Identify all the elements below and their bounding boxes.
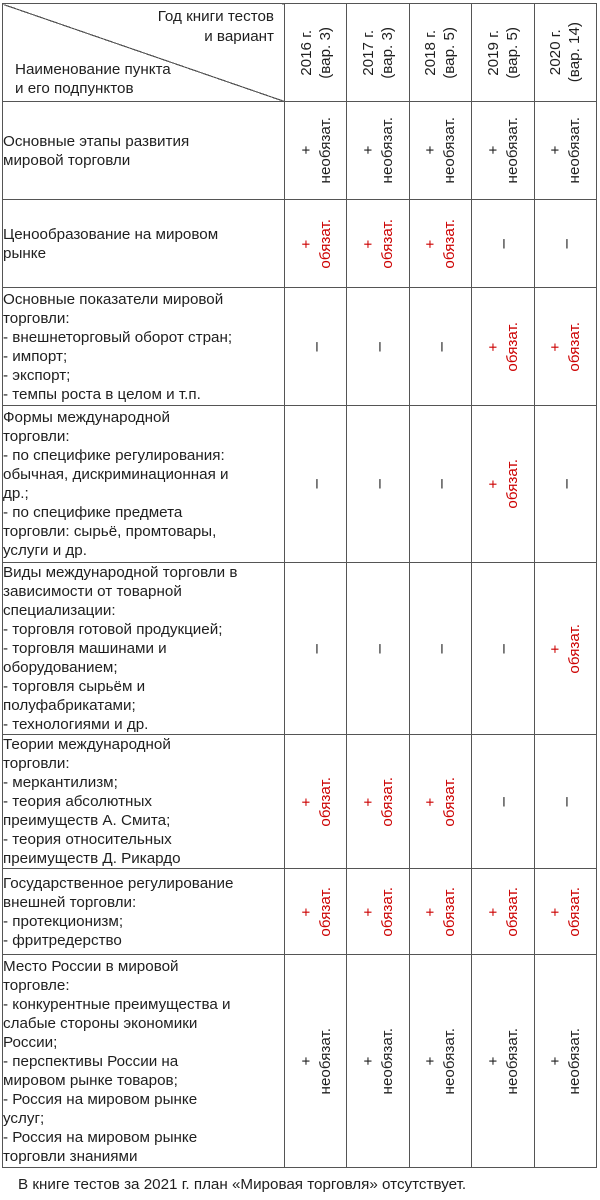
mark-cell (347, 102, 409, 200)
year-header-2017 (347, 4, 409, 102)
mark-cell (409, 102, 471, 200)
mark-cell (285, 288, 347, 406)
mark-cell (472, 955, 534, 1168)
mark-cell (347, 869, 409, 955)
optional-mark: + необязат. (297, 1027, 334, 1095)
not-included-mark (493, 797, 512, 806)
year-variant-label: Год книги тестов и вариант (157, 8, 274, 45)
dash-icon: – (306, 479, 326, 489)
mark-cell (534, 288, 596, 406)
required-mark: + обязат. (360, 776, 397, 827)
not-included-mark (556, 239, 575, 248)
mark-cell (347, 288, 409, 406)
mark-cell (472, 869, 534, 955)
year-label: 2018 г. (422, 29, 440, 76)
not-included-mark (431, 644, 450, 653)
table-row (3, 200, 597, 288)
footnote: В книге тестов за 2021 г. план «Мировая торговля» отсутствует. (18, 1176, 467, 1193)
table-row (3, 563, 597, 735)
year-header-2018 (409, 4, 471, 102)
dash-icon: – (430, 643, 450, 654)
mark-cell (347, 563, 409, 735)
year-header-2016 (285, 4, 347, 102)
optional-mark: + необязат. (422, 1027, 459, 1095)
item-name-cell: Виды международной торговли в зависимости от товарной специализации: - торговля готовой продукцией; - торговля машинами и оборудованием; - торговля сырьём и полуфабрикатами; - технологиями и др. (3, 563, 285, 735)
required-mark: + обязат. (360, 886, 397, 937)
mark-cell (285, 735, 347, 869)
optional-mark: + необязат. (422, 117, 459, 184)
optional-mark: + необязат. (484, 117, 521, 184)
required-mark: + обязат. (297, 218, 334, 269)
required-mark: + обязат. (297, 776, 334, 827)
mark-cell (534, 563, 596, 735)
mark-cell (472, 102, 534, 200)
year-label: 2019 г. (484, 29, 502, 76)
not-included-mark (431, 479, 450, 488)
item-name-cell: Ценообразование на мировом рынке (3, 200, 285, 288)
variant-label: (вар. 5) (503, 26, 521, 79)
dash-icon: – (555, 238, 575, 249)
diagonal-header-cell (3, 4, 285, 102)
optional-mark: + необязат. (484, 1027, 521, 1095)
mark-cell (347, 406, 409, 563)
mark-cell (534, 955, 596, 1168)
required-mark: + обязат. (547, 321, 584, 372)
mark-cell (409, 869, 471, 955)
year-header-2019 (472, 4, 534, 102)
required-mark: + обязат. (422, 886, 459, 937)
mark-cell (285, 102, 347, 200)
not-included-mark (556, 797, 575, 806)
item-name-cell: Основные показатели мировой торговли: - внешнеторговый оборот стран; - импорт; - экспорт; - темпы роста в целом и т.п. (3, 288, 285, 406)
mark-cell (472, 563, 534, 735)
mark-cell (534, 200, 596, 288)
required-mark: + обязат. (484, 459, 521, 509)
year-label: 2017 г. (360, 29, 378, 76)
table-row (3, 955, 597, 1168)
mark-cell (409, 406, 471, 563)
mark-cell (285, 200, 347, 288)
mark-cell (347, 955, 409, 1168)
dash-icon: – (493, 238, 513, 249)
dash-icon: – (493, 796, 513, 807)
dash-icon: – (555, 479, 575, 489)
required-mark: + обязат. (484, 886, 521, 937)
not-included-mark (493, 239, 512, 248)
not-included-mark (493, 644, 512, 653)
dash-icon: – (493, 643, 513, 654)
required-mark: + обязат. (422, 218, 459, 269)
item-name-cell: Основные этапы развития мировой торговли (3, 102, 285, 200)
not-included-mark (369, 644, 388, 653)
not-included-mark (431, 342, 450, 351)
item-name-cell: Теории международной торговли: - меркантилизм; - теория абсолютных преимуществ А. Смита; - теория относительных преимуществ Д. Рикардо (3, 735, 285, 869)
dash-icon: – (368, 479, 388, 489)
dash-icon: – (306, 341, 326, 352)
dash-icon: – (430, 479, 450, 489)
mark-cell (409, 955, 471, 1168)
not-included-mark (306, 479, 325, 488)
table-row (3, 869, 597, 955)
year-header-2020 (534, 4, 596, 102)
mark-cell (409, 735, 471, 869)
mark-cell (347, 735, 409, 869)
item-name-cell: Место России в мировой торговле: - конкурентные преимущества и слабые стороны экономики России; - перспективы России на мировом рынке товаров; - Россия на мировом рынке услуг; - Россия на мировом рынке торговли знаниями (3, 955, 285, 1168)
optional-mark: + необязат. (547, 117, 584, 184)
optional-mark: + необязат. (547, 1027, 584, 1095)
required-mark: + обязат. (360, 218, 397, 269)
not-included-mark (306, 644, 325, 653)
optional-mark: + необязат. (360, 117, 397, 184)
optional-mark: + необязат. (297, 117, 334, 184)
mark-cell (285, 406, 347, 563)
not-included-mark (369, 342, 388, 351)
item-name-label: Наименование пункта и его подпунктов (15, 61, 171, 97)
required-mark: + обязат. (547, 623, 584, 674)
mark-cell (472, 288, 534, 406)
required-mark: + обязат. (422, 776, 459, 827)
mark-cell (285, 563, 347, 735)
mark-cell (534, 869, 596, 955)
variant-label: (вар. 14) (566, 22, 584, 83)
required-mark: + обязат. (547, 886, 584, 937)
table-row (3, 288, 597, 406)
mark-cell (409, 200, 471, 288)
mark-cell (534, 735, 596, 869)
table-row (3, 406, 597, 563)
mark-cell (534, 406, 596, 563)
table-row (3, 102, 597, 200)
dash-icon: – (306, 643, 326, 654)
header-row (3, 4, 597, 102)
dash-icon: – (430, 341, 450, 352)
optional-mark: + необязат. (360, 1027, 397, 1095)
item-name-cell: Государственное регулирование внешней торговли: - протекционизм; - фритредерство (3, 869, 285, 955)
variant-label: (вар. 3) (379, 26, 397, 79)
mark-cell (472, 406, 534, 563)
item-name-cell: Формы международной торговли: - по специфике регулирования: обычная, дискриминационная и др.; - по специфике предмета торговли: сырьё, промтовары, услуги и др. (3, 406, 285, 563)
mark-cell (534, 102, 596, 200)
not-included-mark (556, 479, 575, 488)
required-mark: + обязат. (484, 321, 521, 372)
dash-icon: – (368, 341, 388, 352)
not-included-mark (306, 342, 325, 351)
not-included-mark (369, 479, 388, 488)
variant-label: (вар. 5) (441, 26, 459, 79)
table-row (3, 735, 597, 869)
mark-cell (347, 200, 409, 288)
mark-cell (472, 200, 534, 288)
mark-cell (409, 288, 471, 406)
dash-icon: – (555, 796, 575, 807)
plan-comparison-table (2, 3, 597, 1168)
variant-label: (вар. 3) (316, 26, 334, 79)
mark-cell (285, 955, 347, 1168)
year-label: 2020 г. (547, 29, 565, 76)
dash-icon: – (368, 643, 388, 654)
mark-cell (409, 563, 471, 735)
required-mark: + обязат. (297, 886, 334, 937)
mark-cell (285, 869, 347, 955)
mark-cell (472, 735, 534, 869)
year-label: 2016 г. (297, 29, 315, 76)
